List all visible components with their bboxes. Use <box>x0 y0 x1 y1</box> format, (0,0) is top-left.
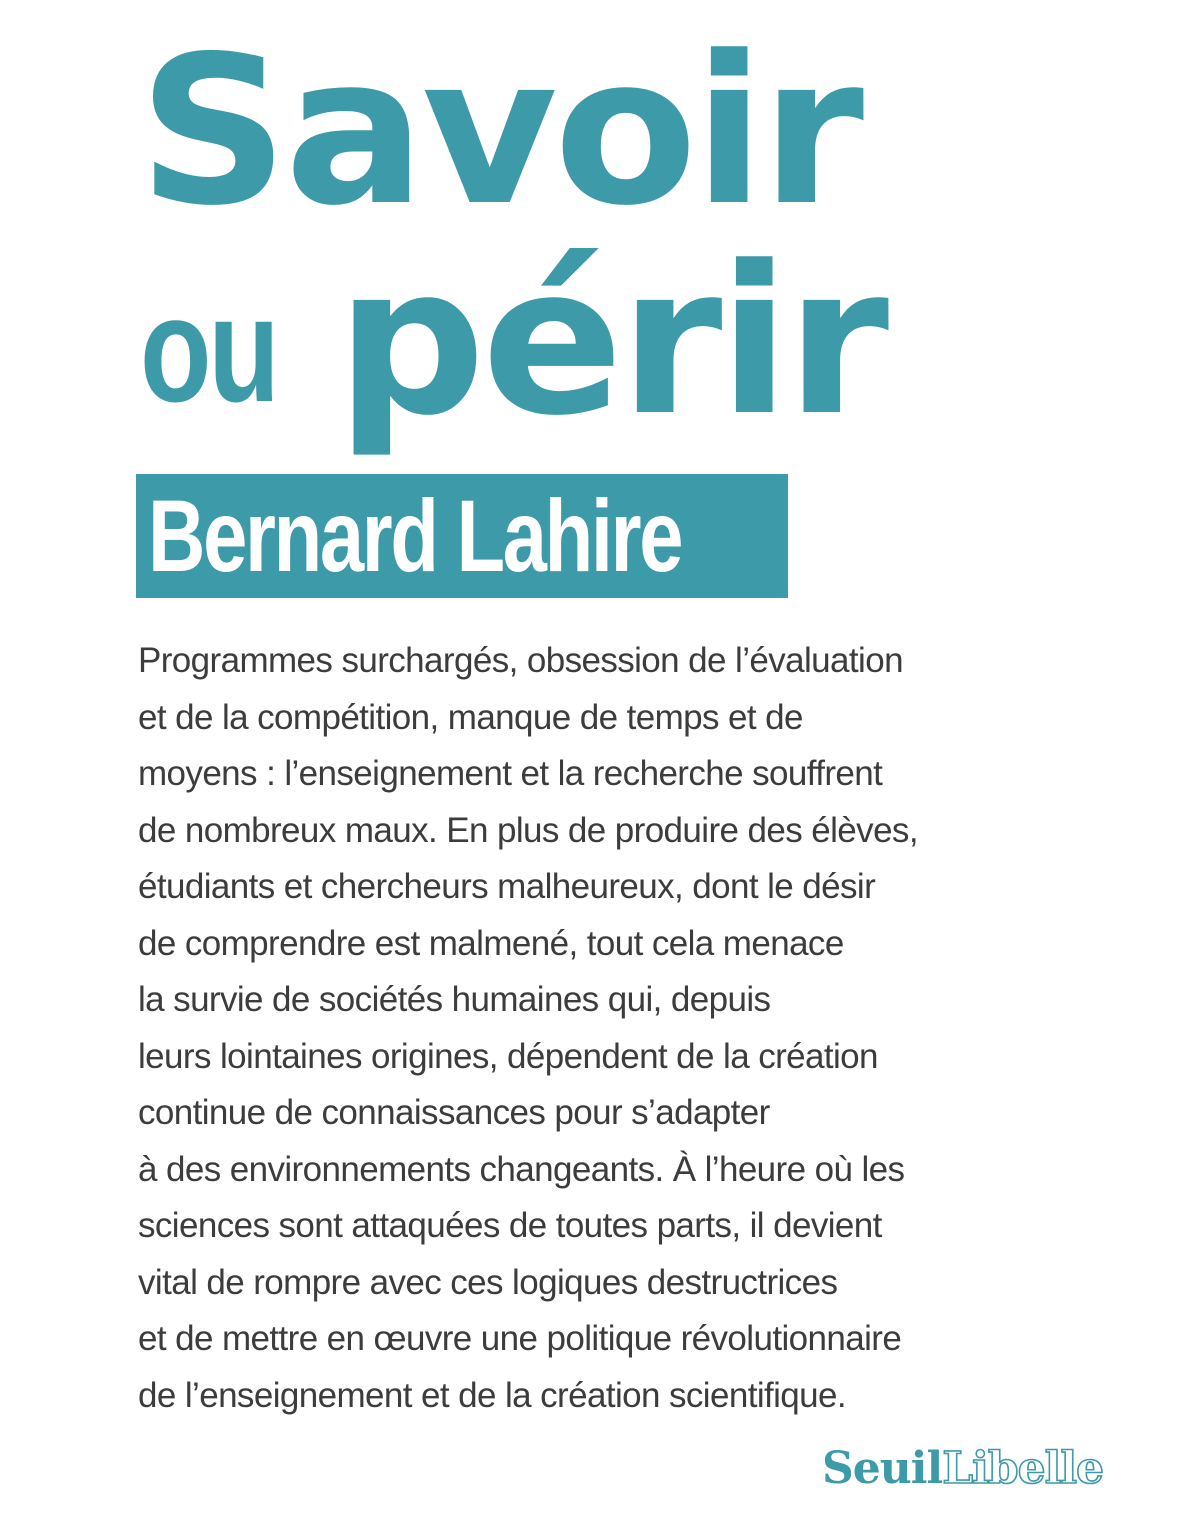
publisher-seuil: Seuil <box>822 1443 943 1494</box>
blurb-line: Programmes surchargés, obsession de l’évaluation <box>138 641 903 680</box>
blurb-line: à des environnements changeants. À l’heure où les <box>138 1149 905 1189</box>
blurb-line: vital de rompre avec ces logiques destructrices <box>138 1262 838 1302</box>
title-perir: périr <box>336 223 886 461</box>
blurb-line: leurs lointaines origines, dépendent de la création <box>138 1036 878 1076</box>
blurb-line: de l’enseignement et de la création scientifique. <box>138 1375 847 1415</box>
blurb-line: sciences sont attaquées de toutes parts, il devient <box>138 1206 882 1245</box>
title-ou: ou <box>140 265 277 433</box>
blurb-line: étudiants et chercheurs malheureux, dont le désir <box>138 867 876 906</box>
blurb-line: de nombreux maux. En plus de produire des élèves, <box>138 810 918 850</box>
back-cover-blurb <box>138 633 1038 1424</box>
publisher-logo <box>822 1443 1104 1494</box>
title-savoir: Savoir <box>138 13 860 251</box>
blurb-line: continue de connaissances pour s’adapter <box>138 1093 770 1132</box>
blurb-line: moyens : l’enseignement et la recherche souffrent <box>138 754 883 793</box>
blurb-line: et de mettre en œuvre une politique révolutionnaire <box>138 1319 902 1358</box>
blurb-line: la survie de sociétés humaines qui, depuis <box>138 980 771 1019</box>
title-second-line <box>140 223 886 470</box>
blurb-line: et de la compétition, manque de temps et de <box>138 697 803 737</box>
publisher-libelle: Libelle <box>942 1443 1104 1494</box>
blurb-line: de comprendre est malmené, tout cela menace <box>138 923 844 963</box>
author-name: Bernard Lahire <box>148 479 682 593</box>
